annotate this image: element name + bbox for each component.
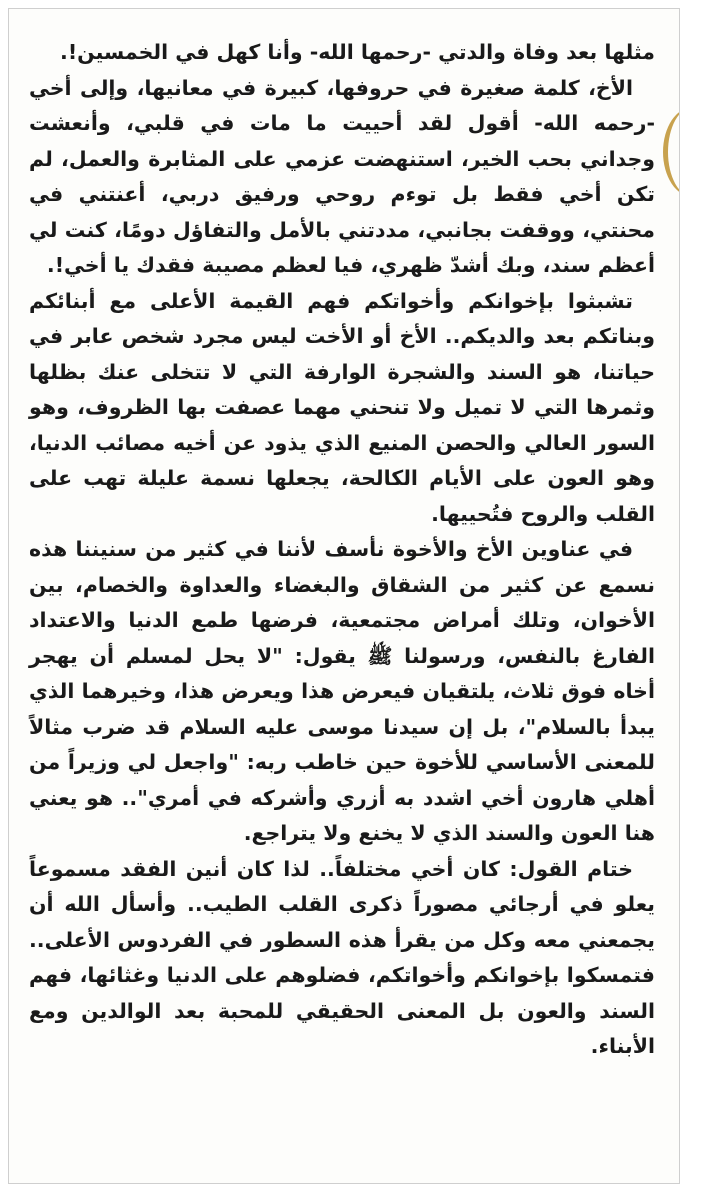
article-frame [8,8,680,1184]
decorative-gold-arc [657,107,679,197]
article-paragraph: ختام القول: كان أخي مختلفاً.. لذا كان أنين الفقد مسموعاً يعلو في أرجائي مصوراً ذكرى القلب الطيب.. وأسأل الله أن يجمعني معه وكل من يقرأ هذه السطور في الفردوس الأعلى.. فتمسكوا بإخوانكم وأخواتكم، فضلوهم على الدنيا وغثائها، فهم السند والعون بل المعنى الحقيقي للمحبة بعد الوالدين ومع الأبناء. [29,856,655,1058]
article-body [9,9,679,1075]
article-paragraph: تشبثوا بإخوانكم وأخواتكم فهم القيمة الأعلى مع أبنائكم وبناتكم بعد والديكم.. الأخ أو الأخت ليس مجرد شخص عابر في حياتنا، هو السند والشجرة الوارفة التي لا تتخلى عنك بظلها وثمرها التي لا تميل ولا تنحني مهما عصفت بها الظروف، وهو السور العالي والحصن المنيع الذي يذود عن أخيه مصائب الدنيا، وهو العون على الأيام الكالحة، يجعلها نسمة عليلة تهب على القلب والروح فتُحييها. [29,288,655,526]
article-paragraph: في عناوين الأخ والأخوة نأسف لأننا في كثير من سنيننا هذه نسمع عن كثير من الشقاق والبغضاء والعداوة والخصام، بين الأخوان، وتلك أمراض مجتمعية، فرضها طمع الدنيا والاعتداد الفارغ بالنفس، ورسولنا ﷺ يقول: "لا يحل لمسلم أن يهجر أخاه فوق ثلاث، يلتقيان فيعرض هذا ويعرض هذا، وخيرهما الذي يبدأ بالسلام"، بل إن سيدنا موسى عليه السلام قد ضرب مثالاً للمعنى الأساسي للأخوة حين خاطب ربه: "واجعل لي وزيراً من أهلي هارون أخي اشدد به أزري وأشركه في أمري".. هو يعني هنا العون والسند الذي لا يخنع ولا يتراجع. [29,537,655,845]
article-paragraph: مثلها بعد وفاة والدتي -رحمها الله- وأنا كهل في الخمسين!. [60,40,655,64]
article-paragraph: الأخ، كلمة صغيرة في حروفها، كبيرة في معانيها، وإلى أخي -رحمه الله- أقول لقد أحييت ما مات في قلبي، وأنعشت وجداني بحب الخير، استنهضت عزمي على المثابرة والعمل، لم تكن أخي فقط بل توءم روحي ورفيق دربي، أعنتني في محنتي، ووقفت بجانبي، مددتني بالأمل والتفاؤل دومًا، كنت لي أعظم سند، وبك أشدّ ظهري، فيا لعظم مصيبة فقدك يا أخي!. [29,75,655,277]
